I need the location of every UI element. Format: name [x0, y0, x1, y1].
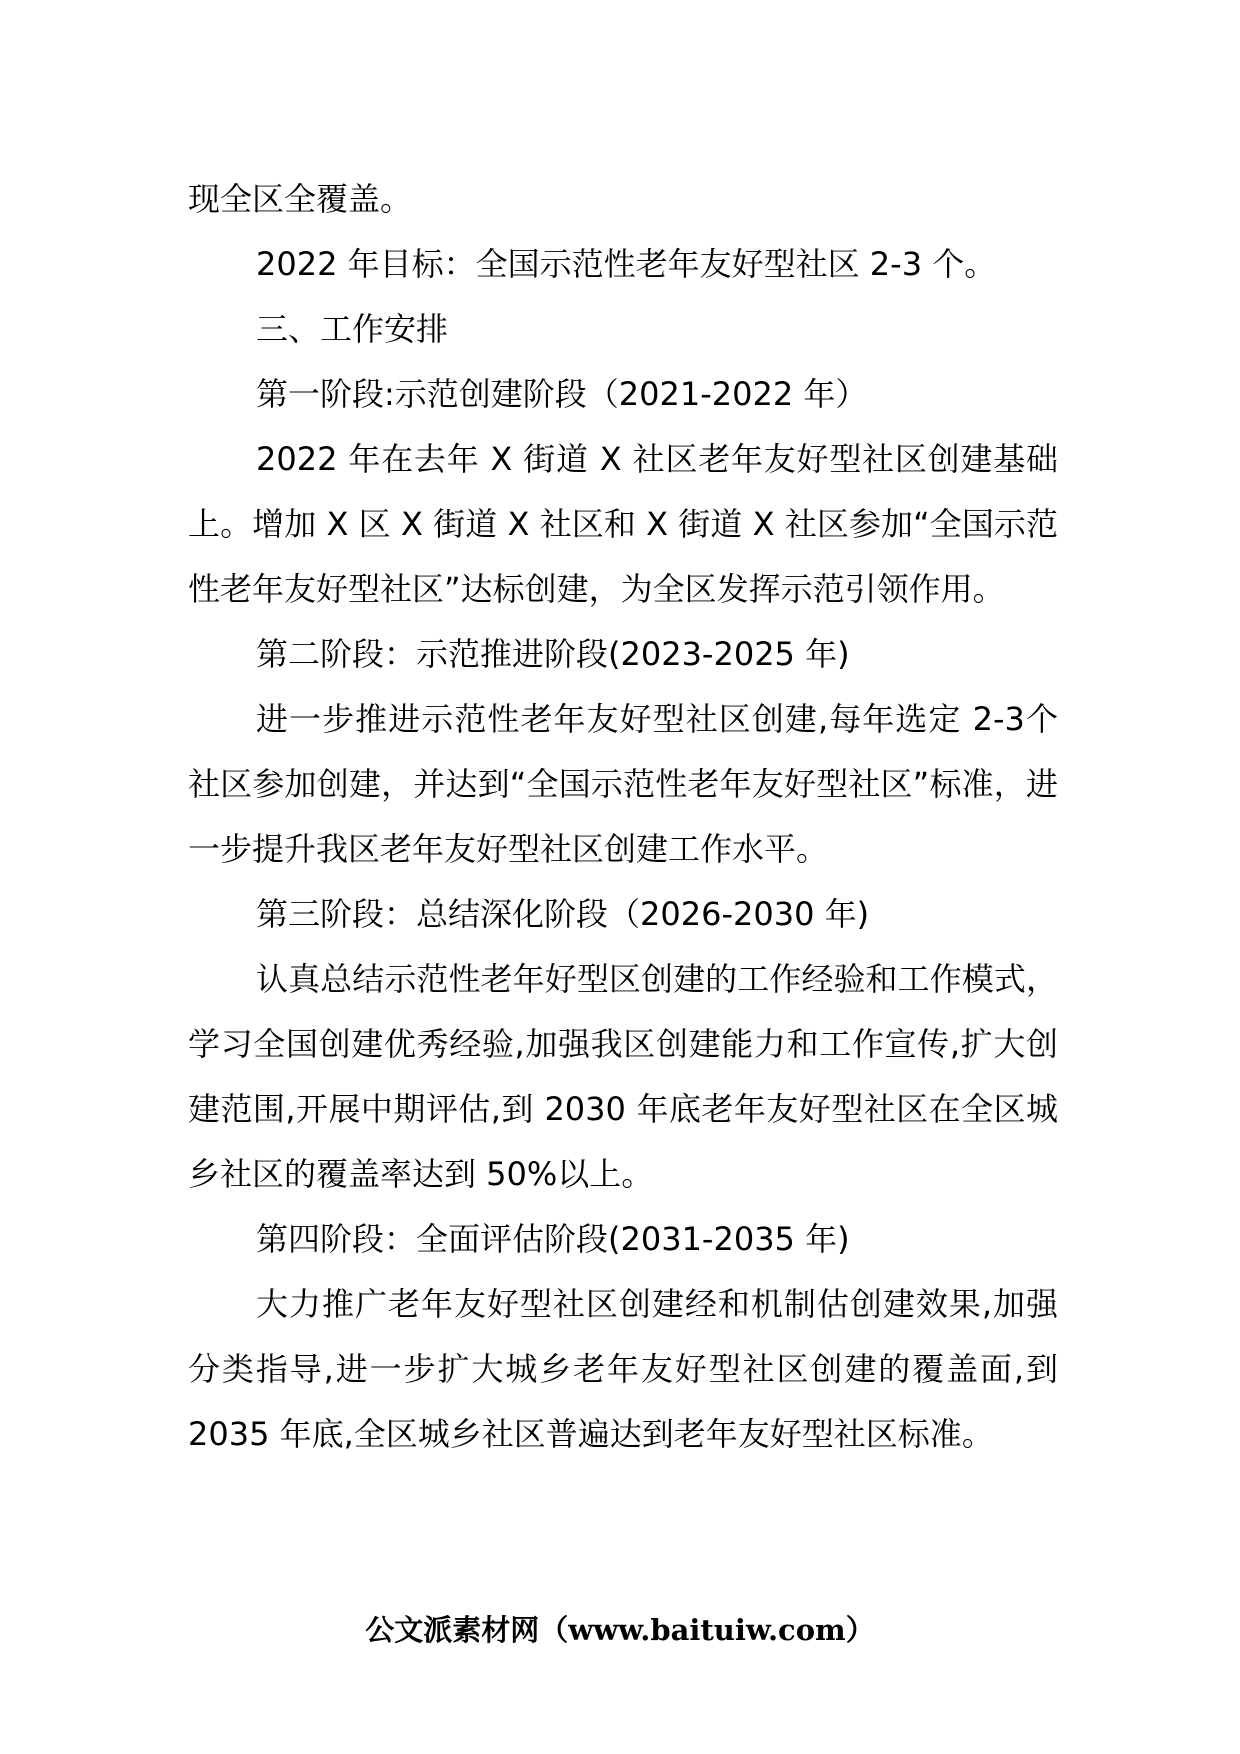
text-line: 强分类指导,进一步扩大城乡老年友好型社区创建的覆盖面, — [188, 1285, 1058, 1388]
text-line: 上。增加 X 区 X 街道 X 社区和 X 街道 X 社区参加“全国示 — [188, 505, 1026, 543]
text-line: 进一步推进示范性老年友好型社区创建,每年选定 2-3 — [256, 700, 1025, 738]
text-line: 认真总结示范性老年好型区创建的工作经验和工作模 — [256, 960, 994, 998]
paragraph — [188, 427, 1058, 622]
paragraph — [188, 167, 1058, 232]
text-line: 2022 年目标：全国示范性老年友好型社区 2-3 个。 — [256, 245, 997, 283]
text-line: 到 2035 年底,全区城乡社区普遍达到老年友好型社区标 — [188, 1350, 1058, 1453]
text-line: 用。 — [940, 570, 1005, 608]
text-line: 标准，进一步提升我区老年友好型社区创建工作水平。 — [188, 765, 1058, 868]
text-line: 准。 — [929, 1415, 994, 1453]
stage-heading — [188, 362, 1058, 427]
text-line: 第一阶段:示范创建阶段（2021-2022 年） — [256, 375, 868, 413]
paragraph — [188, 687, 1058, 882]
text-line: 现全区全覆盖。 — [188, 180, 413, 218]
footer-watermark — [0, 1610, 1240, 1650]
text-line: 大力推广老年友好型社区创建经和机制估创建效果,加 — [256, 1285, 1026, 1323]
text-line: 第三阶段：总结深化阶段（2026-2030 年) — [256, 895, 870, 933]
footer-text: 公文派素材网（www.baituiw.com） — [365, 1613, 875, 1647]
text-line: 三、工作安排 — [256, 310, 449, 348]
paragraph — [188, 1272, 1058, 1467]
paragraph — [188, 232, 1058, 297]
text-line: 个社区参加创建，并达到“全国示范性老年友好型社区” — [188, 700, 1058, 803]
paragraph — [188, 947, 1058, 1207]
text-line: 第二阶段：示范推进阶段(2023-2025 年) — [256, 635, 850, 673]
stage-heading — [188, 1207, 1058, 1272]
text-line: 式，学习全国创建优秀经验,加强我区创建能力和工作宣传, — [188, 960, 1058, 1063]
text-line: 扩大创建范围,开展中期评估,到 2030 年底老年友好型社区 — [188, 1025, 1058, 1128]
section-heading — [188, 297, 1058, 362]
text-line: 在全区城乡社区的覆盖率达到 50%以上。 — [188, 1090, 1058, 1193]
text-line: 范性老年友好型社区”达标创建，为全区发挥示范引领作 — [188, 505, 1058, 608]
stage-heading — [188, 622, 1058, 687]
document-body — [188, 167, 1058, 1467]
text-line: 2022 年在去年 X 街道 X 社区老年友好型社区创建基础 — [256, 440, 1058, 478]
text-line: 第四阶段：全面评估阶段(2031-2035 年) — [256, 1220, 850, 1258]
stage-heading — [188, 882, 1058, 947]
